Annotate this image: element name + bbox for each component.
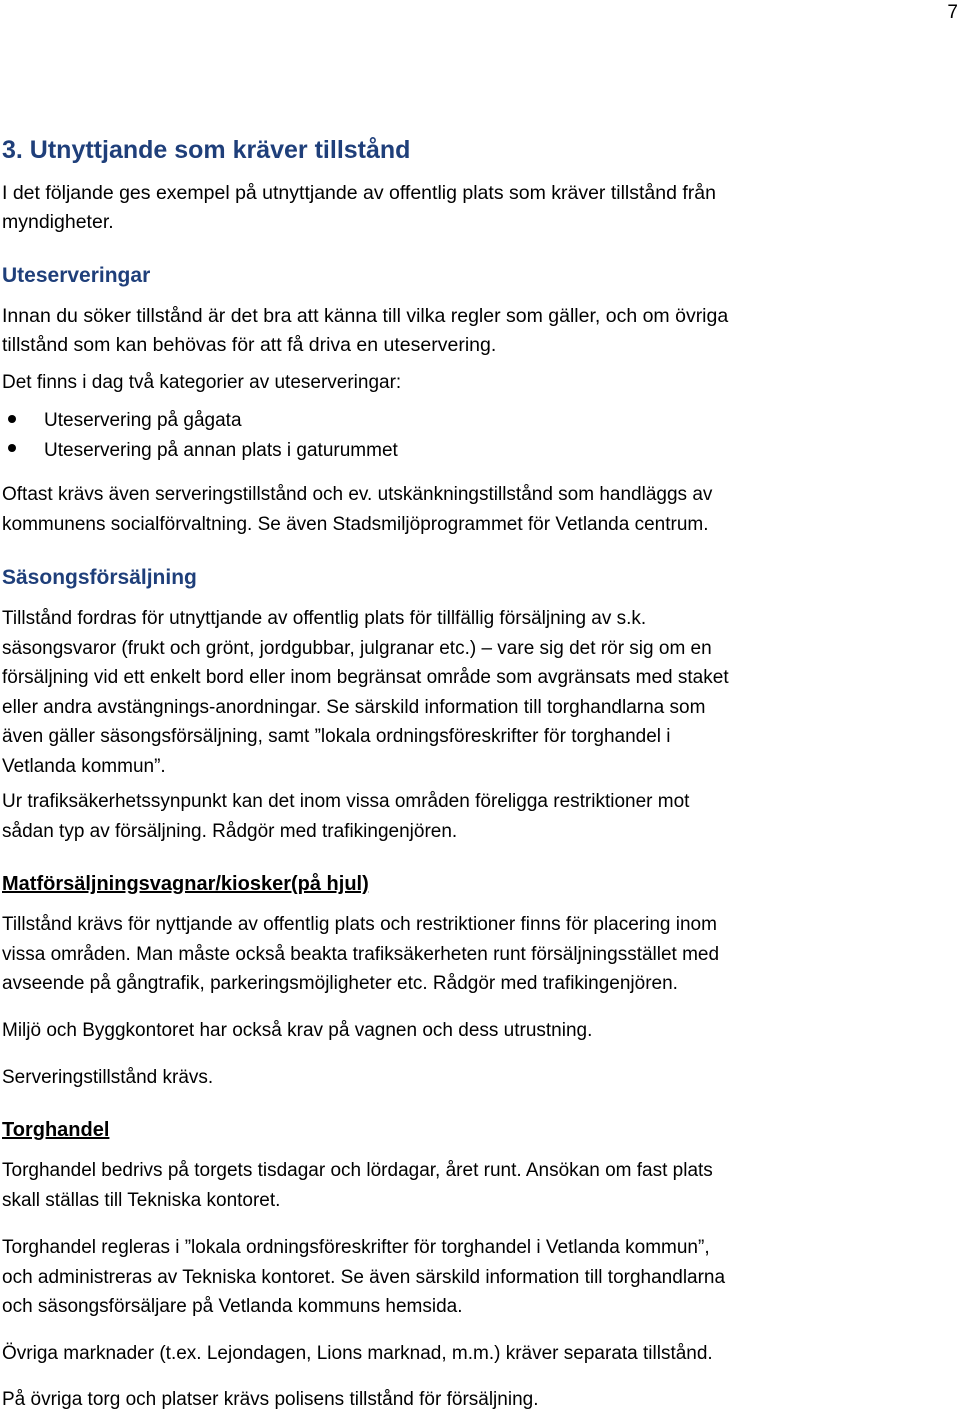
bullet-list bbox=[8, 406, 398, 465]
uteserveringar-para2: Det finns i dag två kategorier av uteserveringar: bbox=[2, 372, 402, 393]
sasongsforsaljning-para1 bbox=[2, 604, 729, 781]
torghandel-para4: På övriga torg och platser krävs polisens tillstånd för försäljning. bbox=[2, 1389, 539, 1410]
text-line: Torghandel bedrivs på torgets tisdagar och lördagar, året runt. Ansökan om fast plats bbox=[2, 1160, 713, 1181]
uteserveringar-para1 bbox=[2, 302, 728, 360]
text-line: skall ställas till Tekniska kontoret. bbox=[2, 1189, 281, 1211]
bullet-icon bbox=[8, 444, 16, 452]
text-line: vissa områden. Man måste också beakta trafiksäkerheten runt försäljningsstället med bbox=[2, 943, 720, 965]
matforsaljning-para3: Serveringstillstånd krävs. bbox=[2, 1067, 214, 1088]
bullet-icon bbox=[8, 415, 16, 423]
text-line: Torghandel regleras i ”lokala ordningsföreskrifter för torghandel i Vetlanda kommun”, bbox=[2, 1237, 710, 1258]
text-line: Vetlanda kommun”. bbox=[2, 755, 166, 777]
text-line: I det följande ges exempel på utnyttjande av offentlig plats som kräver tillstånd från bbox=[2, 182, 716, 204]
text-line: avseende på gångtrafik, parkeringsmöjligheter etc. Rådgör med trafikingenjören. bbox=[2, 973, 678, 994]
torghandel-para1 bbox=[2, 1156, 713, 1215]
list-item: Uteservering på gågata bbox=[8, 406, 398, 436]
text-line: Oftast krävs även serveringstillstånd och ev. utskänkningstillstånd som handläggs av bbox=[2, 484, 713, 505]
heading-torghandel: Torghandel bbox=[2, 1119, 110, 1141]
text-line: tillstånd som kan behövas för att få driva en uteservering. bbox=[2, 334, 497, 356]
text-line: eller andra avstängnings-anordningar. Se särskild information till torghandlarna som bbox=[2, 696, 706, 718]
section-title: 3. Utnyttjande som kräver tillstånd bbox=[2, 136, 411, 164]
section-intro bbox=[2, 179, 716, 237]
text-line: Tillstånd fordras för utnyttjande av offentlig plats för tillfällig försäljning av s.k. bbox=[2, 608, 647, 629]
text-line: även gäller säsongsförsäljning, samt ”lokala ordningsföreskrifter för torghandel i bbox=[2, 726, 671, 747]
text-line: och administreras av Tekniska kontoret. Se även särskild information till torghandlarna bbox=[2, 1266, 726, 1288]
heading-sasongsforsaljning: Säsongsförsäljning bbox=[2, 566, 197, 589]
text-line: Tillstånd krävs för nyttjande av offentlig plats och restriktioner finns för placering inom bbox=[2, 914, 717, 935]
torghandel-para3: Övriga marknader (t.ex. Lejondagen, Lions marknad, m.m.) kräver separata tillstånd. bbox=[2, 1343, 713, 1364]
text-line: säsongsvaror (frukt och grönt, jordgubbar, julgranar etc.) – vare sig det rör sig om en bbox=[2, 637, 712, 659]
uteserveringar-para3 bbox=[2, 480, 712, 539]
matforsaljning-para1 bbox=[2, 910, 719, 999]
text-line: Ur trafiksäkerhetssynpunkt kan det inom vissa områden föreligga restriktioner mot bbox=[2, 791, 690, 812]
list-item: Uteservering på annan plats i gaturummet bbox=[8, 436, 398, 466]
heading-matforsaljning: Matförsäljningsvagnar/kiosker(på hjul) bbox=[2, 873, 369, 895]
sasongsforsaljning-para2 bbox=[2, 787, 689, 846]
heading-uteserveringar: Uteserveringar bbox=[2, 264, 151, 287]
text-line: sådan typ av försäljning. Rådgör med trafikingenjören. bbox=[2, 820, 458, 842]
text-line: försäljning vid ett enkelt bord eller inom begränsat område som avgränsats med staket bbox=[2, 667, 729, 688]
text-line: och säsongsförsäljare på Vetlanda kommuns hemsida. bbox=[2, 1296, 463, 1317]
torghandel-para2 bbox=[2, 1233, 725, 1322]
text-line: myndigheter. bbox=[2, 211, 114, 233]
page-number: 7 bbox=[947, 2, 958, 23]
text-line: kommunens socialförvaltning. Se även Stadsmiljöprogrammet för Vetlanda centrum. bbox=[2, 513, 709, 535]
matforsaljning-para2: Miljö och Byggkontoret har också krav på vagnen och dess utrustning. bbox=[2, 1020, 593, 1041]
text-line: Innan du söker tillstånd är det bra att känna till vilka regler som gäller, och om övriga bbox=[2, 305, 729, 327]
